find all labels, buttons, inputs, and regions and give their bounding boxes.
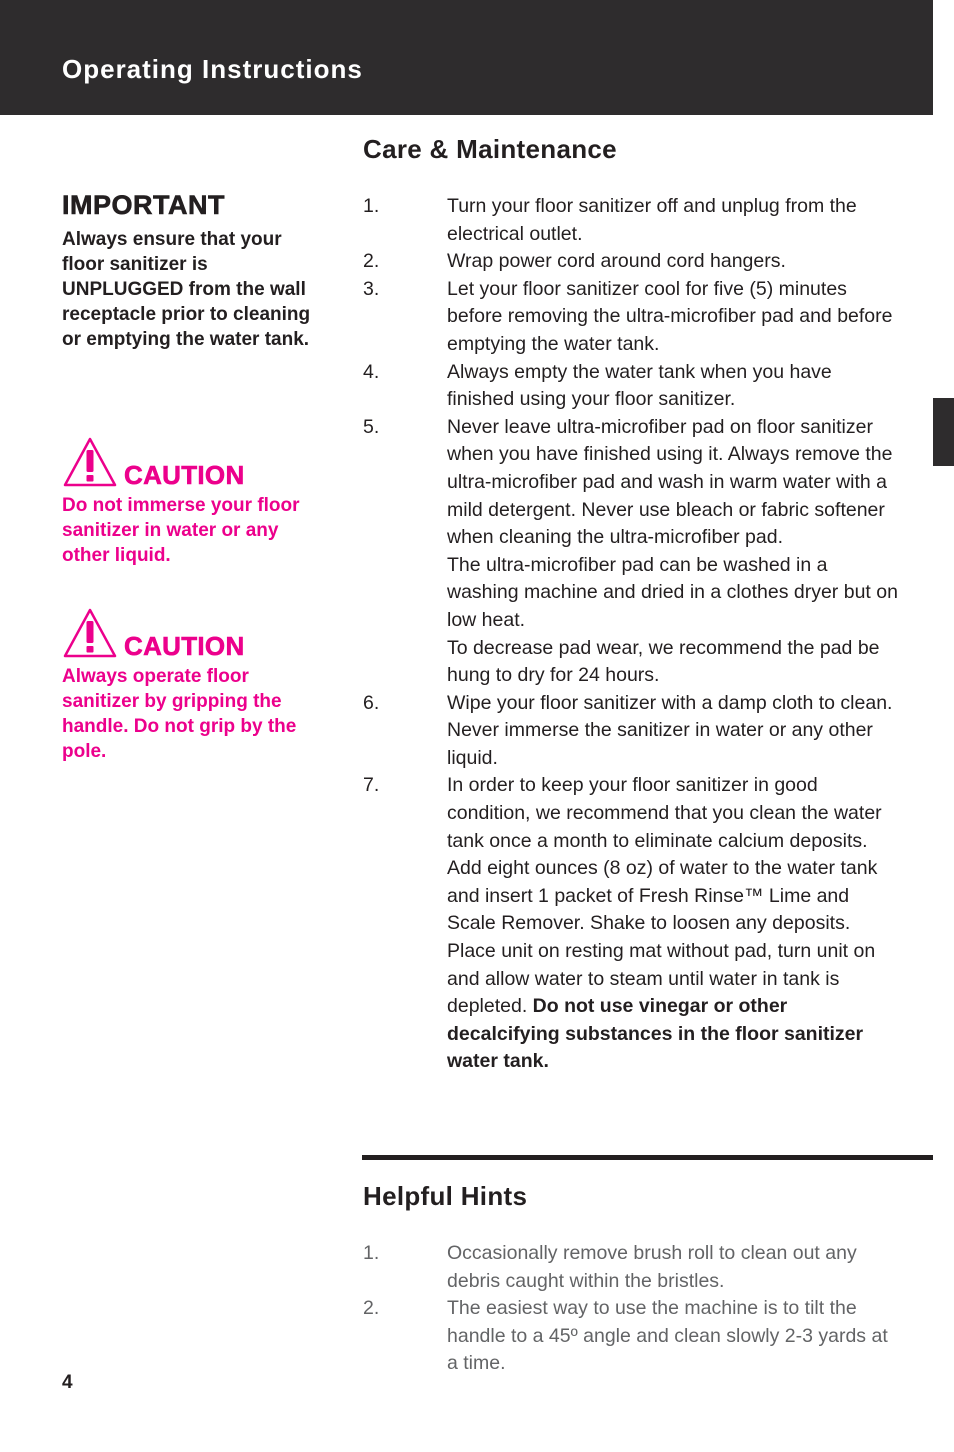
warning-triangle-icon [62, 607, 118, 659]
list-item [363, 1240, 903, 1295]
list-item [363, 414, 903, 690]
list-item-number: 1. [363, 195, 380, 217]
list-item [363, 1295, 903, 1378]
caution-label: CAUTION [124, 460, 245, 490]
list-item-text: Wipe your floor sanitizer with a damp cloth to clean. Never immerse the sanitizer in water or any other liquid. [447, 691, 893, 769]
list-item-text [447, 772, 903, 1076]
section-divider [362, 1155, 933, 1160]
list-item-text-bold: Do not use vinegar or other decalcifying substances in the floor sanitizer water tank. [447, 995, 864, 1073]
helpful-hints-list [363, 1240, 903, 1378]
list-item-text: Wrap power cord around cord hangers. [447, 250, 786, 273]
list-item-number: 6. [363, 691, 380, 714]
page-header [0, 0, 933, 115]
list-item [363, 193, 903, 248]
section-tab-marker [933, 398, 954, 466]
list-item [363, 248, 903, 276]
list-item-text: The easiest way to use the machine is to tilt the handle to a 45º angle and clean slowly 2-3 yards at a time. [447, 1297, 888, 1375]
caution-notice-immerse [62, 436, 312, 568]
caution-text: Always operate floor sanitizer by gripping the handle. Do not grip by the pole. [62, 666, 297, 762]
list-item-number: 1. [363, 1242, 380, 1264]
list-item-number: 2. [363, 250, 380, 273]
caution-label: CAUTION [124, 631, 245, 661]
list-item [363, 359, 903, 414]
list-item-number: 4. [363, 360, 380, 383]
list-item-number: 5. [363, 415, 380, 438]
list-item-text: Let your floor sanitizer cool for five (5) minutes before removing the ultra-microfiber pad and before emptying the water tank. [447, 277, 893, 355]
list-item-number: 2. [363, 1297, 380, 1320]
list-item-text: Always empty the water tank when you have finished using your floor sanitizer. [447, 360, 832, 411]
caution-header [62, 436, 312, 488]
list-item-text-continued: To decrease pad wear, we recommend the pad be hung to dry for 24 hours. [447, 636, 880, 687]
list-item-text: Turn your floor sanitizer off and unplug from the electrical outlet. [447, 195, 857, 245]
helpful-hints-title: Helpful Hints [363, 1181, 528, 1211]
important-heading: IMPORTANT [62, 190, 225, 220]
important-text-emphasis: UNPLUGGED [62, 279, 184, 300]
list-item-text: Never leave ultra-microfiber pad on floor sanitizer when you have finished using it. Always remove the ultra-microfiber pad and wash in warm water with a mild detergent. Never use bleach or fabric softener when cleaning the ultra-microfiber pad. [447, 415, 893, 549]
list-item-text-continued: The ultra-microfiber pad can be washed in a washing machine and dried in a clothes dryer but on low heat. [447, 553, 898, 631]
list-item-text-regular: In order to keep your floor sanitizer in good condition, we recommend that you clean the water tank once a month to eliminate calcium deposits. Add eight ounces (8 oz) of water to the water tank and insert 1 packet of Fresh Rinse™ Lime and Scale Remover. Shake to loosen any deposits. Place unit on resting mat without pad, turn unit on and allow water to steam until water in tank is depleted. [447, 774, 882, 1018]
important-text [62, 227, 322, 352]
important-text-part1: Always ensure that your floor sanitizer is [62, 229, 282, 275]
caution-header [62, 607, 312, 659]
page-title: Operating Instructions [62, 54, 363, 84]
list-item-number: 3. [363, 277, 380, 300]
list-item [363, 690, 903, 773]
list-item-number: 7. [363, 774, 380, 797]
page-number: 4 [62, 1372, 73, 1393]
care-maintenance-list [363, 193, 903, 1076]
important-notice [62, 190, 322, 352]
caution-notice-grip [62, 607, 312, 764]
caution-text: Do not immerse your floor sanitizer in water or any other liquid. [62, 495, 300, 566]
warning-triangle-icon [62, 436, 118, 488]
care-maintenance-title: Care & Maintenance [363, 134, 617, 164]
list-item [363, 276, 903, 359]
list-item [363, 772, 903, 1076]
list-item-text: Occasionally remove brush roll to clean out any debris caught within the bristles. [447, 1242, 857, 1292]
important-text-part2: from the wall receptacle prior to cleaning or emptying the water tank. [62, 279, 311, 350]
